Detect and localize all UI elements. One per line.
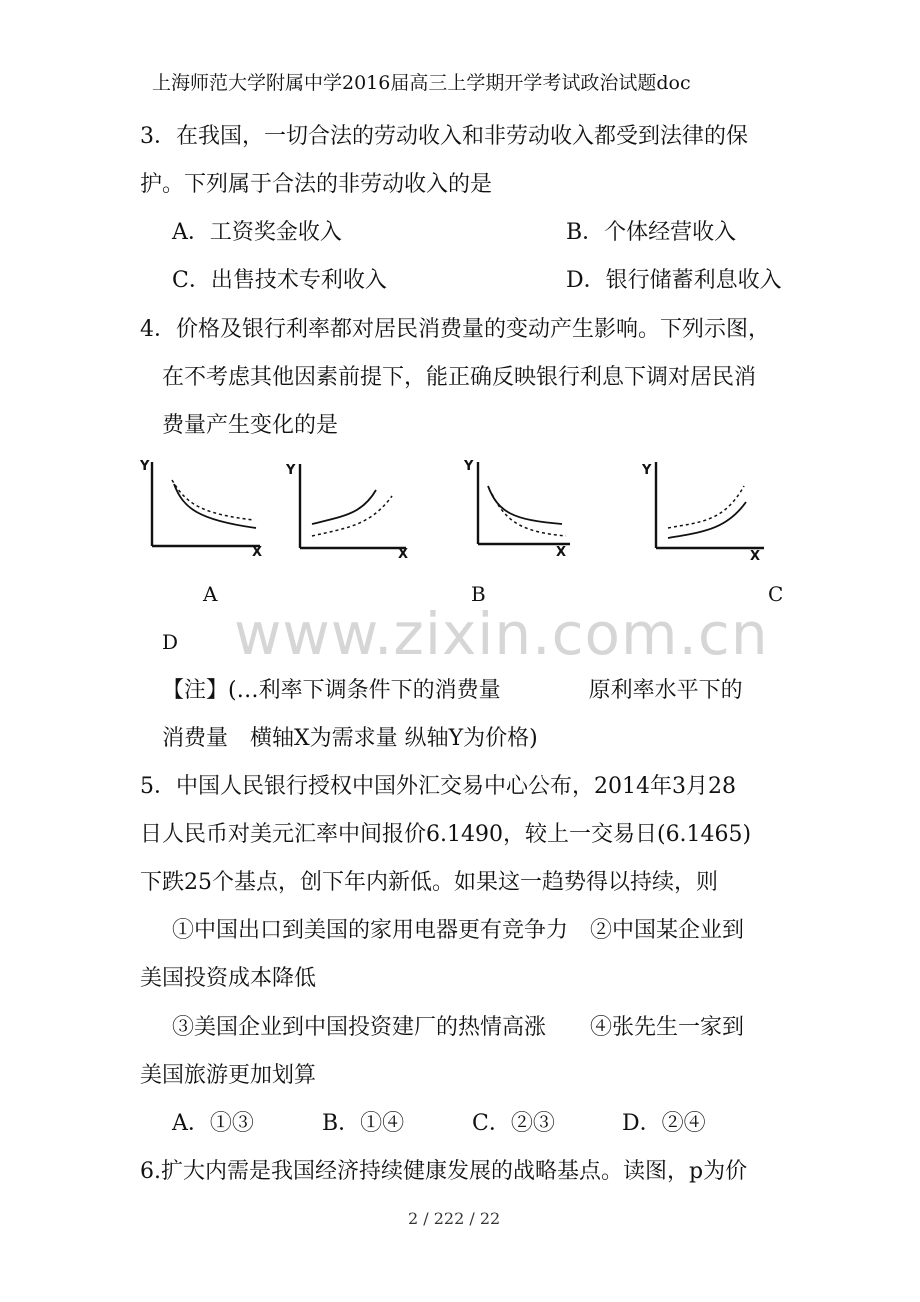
- q4-stem-line3: 费量产生变化的是: [162, 413, 339, 438]
- q5-stem-line3: 下跌25个基点，创下年内新低。如果这一趋势得以持续，则: [140, 870, 718, 895]
- graph-b-dotted-curve: [312, 496, 392, 536]
- q6-stem-line1: 6.扩大内需是我国经济持续健康发展的战略基点。读图，p为价: [140, 1159, 748, 1184]
- graph-a-dotted-curve: [172, 480, 254, 520]
- document-header: 上海师范大学附属中学2016届高三上学期开学考试政治试题doc: [152, 72, 691, 94]
- graph-b-y-label: Y: [286, 463, 296, 478]
- q5-statements-34-cont: 美国旅游更加划算: [140, 1063, 317, 1088]
- graph-c-dotted-curve: [492, 494, 566, 536]
- q4-note-line1: 【注】(…利率下调条件下的消费量 原利率水平下的: [162, 678, 743, 703]
- graph-c-x-label: X: [556, 545, 567, 560]
- graph-a-y-label: Y: [140, 459, 150, 474]
- q5-statements-12-cont: 美国投资成本降低: [140, 966, 317, 991]
- q3-option-b: B．个体经营收入: [566, 220, 737, 245]
- q5-option-a: A．①③: [172, 1111, 254, 1136]
- graph-d-y-label: Y: [642, 463, 652, 478]
- graph-d-x-label: X: [750, 549, 761, 564]
- graph-d: [640, 456, 770, 566]
- q3-option-d: D．银行储蓄利息收入: [566, 268, 782, 293]
- watermark: www.zixin.com.cn: [234, 600, 769, 668]
- q3-option-c: C．出售技术专利收入: [172, 268, 387, 293]
- graph-a: [138, 452, 268, 562]
- q3-stem-line1: 3．在我国，一切合法的劳动收入和非劳动收入都受到法律的保: [140, 124, 748, 149]
- q3-option-a: A．工资奖金收入: [172, 220, 342, 245]
- graph-label-b: B: [471, 582, 486, 606]
- q4-stem-line1: 4．价格及银行利率都对居民消费量的变动产生影响。下列示图，: [140, 317, 770, 342]
- q5-stem-line2: 日人民币对美元汇率中间报价6.1490，较上一交易日(6.1465): [140, 822, 752, 847]
- page-footer: 2 / 222 / 22: [408, 1209, 501, 1228]
- graph-d-dotted-curve: [668, 486, 744, 528]
- graph-d-solid-curve: [668, 502, 746, 538]
- graph-a-solid-curve: [174, 484, 256, 528]
- q5-option-b: B．①④: [322, 1111, 405, 1136]
- q4-stem-line2: 在不考虑其他因素前提下，能正确反映银行利息下调对居民消: [162, 365, 757, 390]
- q5-option-d: D．②④: [622, 1111, 706, 1136]
- graph-a-x-label: X: [252, 545, 263, 560]
- graph-b-solid-curve: [312, 490, 376, 524]
- q3-stem-line2: 护。下列属于合法的非劳动收入的是: [140, 172, 493, 197]
- q5-option-c: C．②③: [472, 1111, 555, 1136]
- graph-c-y-label: Y: [464, 459, 474, 474]
- graph-b: [284, 456, 414, 566]
- graph-b-x-label: X: [398, 547, 409, 562]
- q5-stem-line1: 5．中国人民银行授权中国外汇交易中心公布，2014年3月28: [140, 774, 736, 799]
- q5-statements-12: ①中国出口到美国的家用电器更有竞争力 ②中国某企业到: [172, 918, 745, 943]
- graph-label-a: A: [203, 582, 218, 606]
- graph-label-d: D: [162, 630, 179, 654]
- q4-note-line2: 消费量 横轴X为需求量 纵轴Y为价格): [162, 726, 538, 751]
- q5-statements-34: ③美国企业到中国投资建厂的热情高涨 ④张先生一家到: [172, 1015, 745, 1040]
- graph-label-c: C: [768, 582, 784, 606]
- graph-c: [450, 452, 580, 562]
